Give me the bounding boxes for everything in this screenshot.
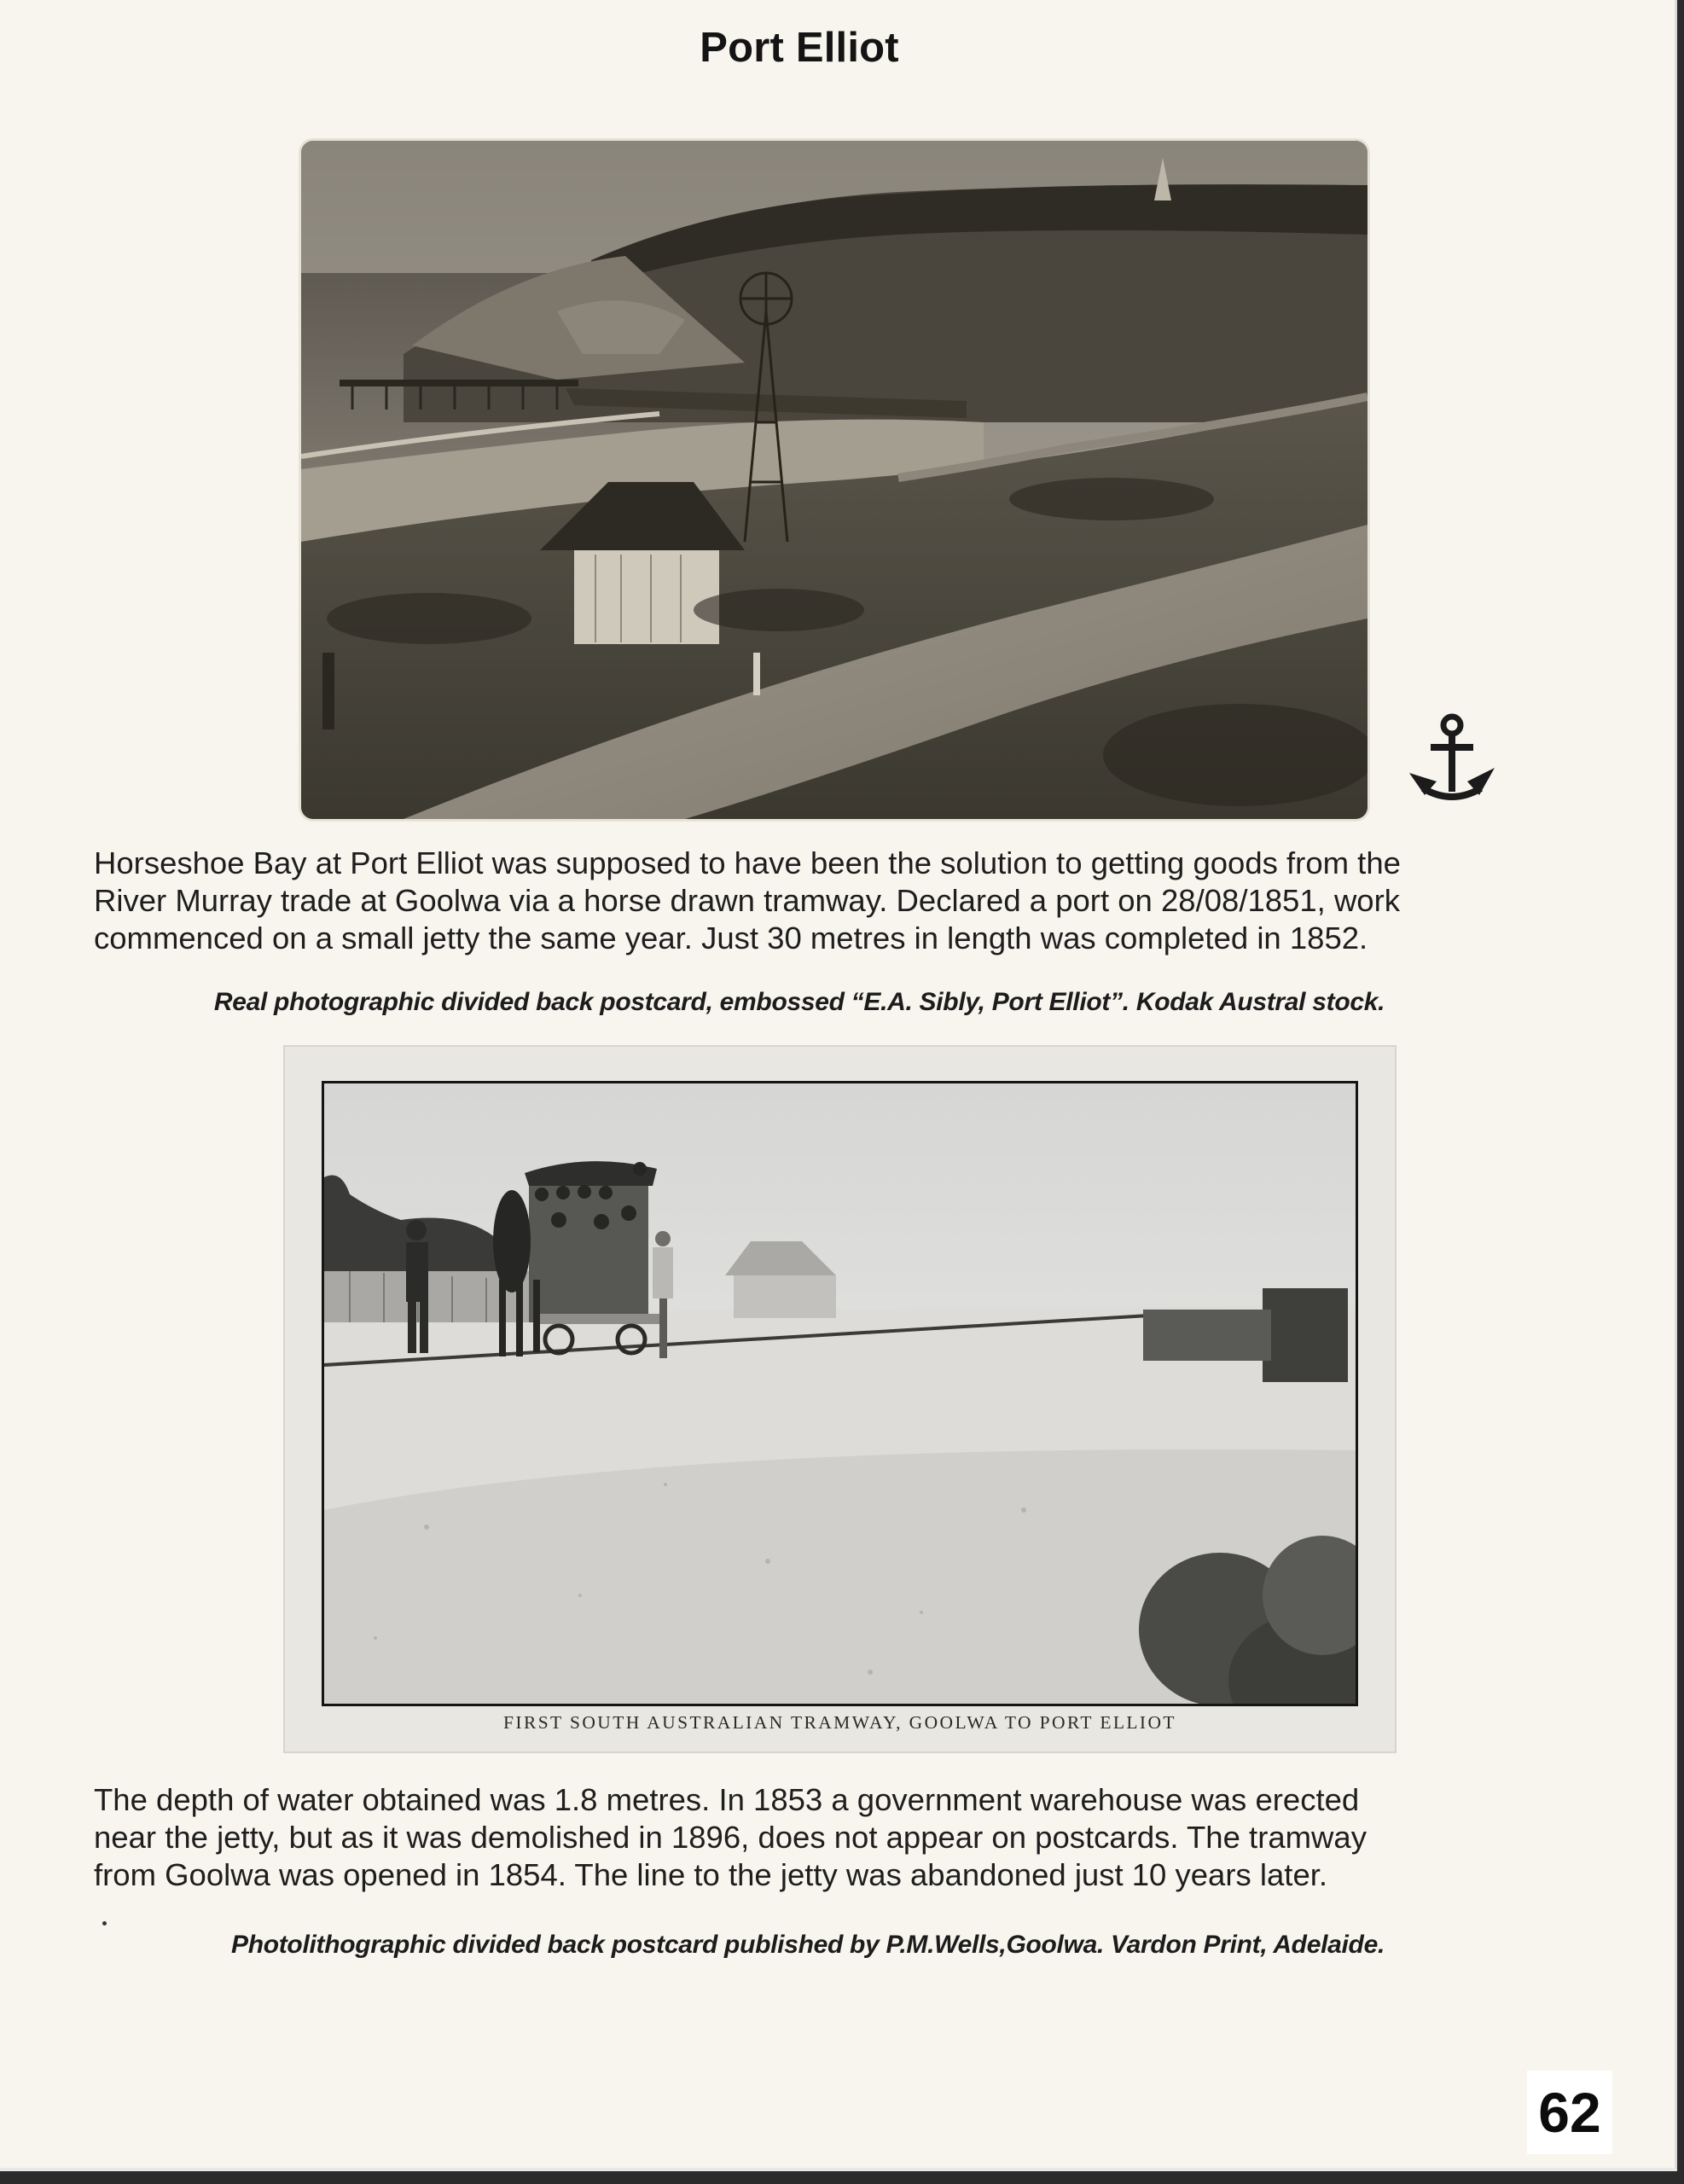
postcard1-caption: Real photographic divided back postcard, embossed “E.A. Sibly, Port Elliot”. Kodak Austral stock. [213,988,1385,1016]
paragraph-line: River Murray trade at Goolwa via a horse drawn tramway. Declared a port on 28/08/1851, work [94,883,1401,918]
tramway-paragraph [94,1781,1544,1894]
anchor-icon [1408,713,1496,805]
jetty [340,380,578,386]
postcard-horseshoe-bay [301,141,1368,819]
paragraph-line: commenced on a small jetty the same year. Just 30 metres in length was completed in 1852. [94,921,1368,956]
stray-dot [102,1921,107,1926]
paragraph-line: from Goolwa was opened in 1854. The line to the jetty was abandoned just 10 years later. [94,1857,1328,1892]
horseshoe-bay-photo [301,141,1368,819]
paragraph-line: near the jetty, but as it was demolished in 1896, does not appear on postcards. The tramway [94,1820,1367,1855]
page-number: 62 [1527,2071,1612,2154]
paragraph-line: Horseshoe Bay at Port Elliot was supposed to have been the solution to getting goods from the [94,845,1401,880]
paragraph-line: The depth of water obtained was 1.8 metres. In 1853 a government warehouse was erected [94,1782,1360,1817]
horseshoe-bay-paragraph [94,845,1544,957]
postcard2-caption: Photolithographic divided back postcard published by P.M.Wells,Goolwa. Vardon Print, Adelaide. [230,1931,1385,1959]
page-title: Port Elliot [700,25,899,71]
postcard-tramway [283,1045,1397,1753]
tramway-photo [322,1081,1358,1706]
tramway-printed-caption: FIRST SOUTH AUSTRALIAN TRAMWAY, GOOLWA TO PORT ELLIOT [503,1712,1176,1733]
